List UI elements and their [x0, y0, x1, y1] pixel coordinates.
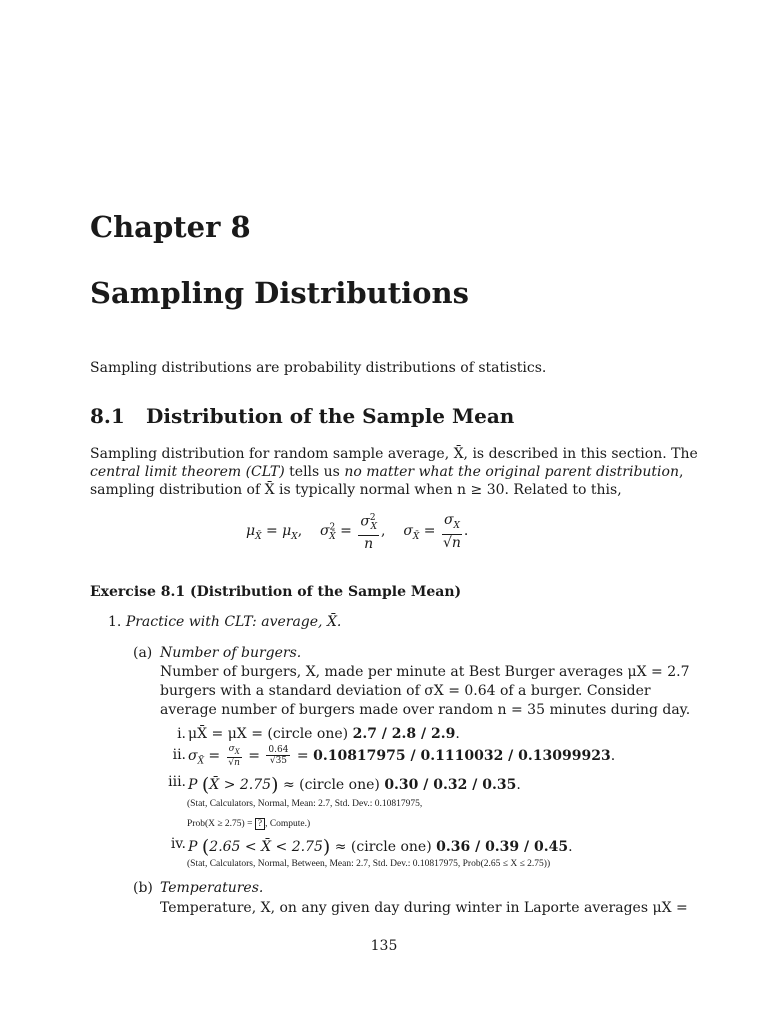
subitem-label: i.	[177, 726, 186, 742]
subitem-text: ≈ (circle one)	[334, 839, 432, 855]
document-page: Chapter 8 Sampling Distributions Sampling distributions are probability distributions of statistics. 8.1 Distribution of the Sample Mean Sampling distribution for random sample average, X̄, is described in this section. The central limit theorem (CLT) tells us no matter what the original parent distribution, sampling distribution of X̄ is typically normal when n ≥ 30. Related to this, $\mu_{X̄} = \mu_X$, $\sigma^2_{X̄}$ = $\frac{\sigma^2_X}{n}$ , $\sigma_{X̄}$ = $\frac{\sigma_X}{√n}$ . Exercise 8.1 (Distribution of the Sample Mean) 1. Practice with CLT: average, X̄. (a) Number of burgers. Number of burgers, X, made per minute at Best Burger averages μX = 2.7 burgers with a standard deviation of σX = 0.64 of a burger. Consider average number of burgers made over random n = 35 minutes during day. i. μX̄ = μX = (circle one) 2.7 / 2.8 / 2.9. ii. $\sigma_{X̄}$ = $\frac{\sigma_X}{√n}$ = $\frac{0.64}{√35}$ = 0.10817975 / 0.1110032 / 0.13099923. iii. P (X̄ > 2.75) ≈ (circle one) 0.30 / 0.32 / 0.35. (Stat, Calculators, Normal, Mean: 2.7, Std. Dev.: 0.10817975, Prob(X ≥ 2.75) = ? , Compute.) iv. P (2.65 < X̄ < 2.75) ≈ (circle one) 0.36 / 0.39 / 0.45. (Stat, Calculators, Normal, Between, Mean: 2.7, Std. Dev.: 0.10817975, Prob(2.65 ≤ X ≤ 2.75)) (b) Temperatures. Temperature, X, on any given day during winter in Laporte averages μX = 135	[0, 0, 768, 1024]
question-number: 1.	[108, 614, 122, 630]
page-number: 135	[370, 938, 398, 954]
subitem-label: ii.	[172, 747, 186, 763]
part-a-label: (a)	[133, 645, 153, 661]
part-a-title: Number of burgers.	[160, 645, 302, 661]
probability-expression: 2.65 < X̄ < 2.75	[209, 839, 323, 855]
chapter-title: Sampling Distributions	[90, 276, 469, 310]
part-b-label: (b)	[133, 880, 153, 896]
calculator-note: (Stat, Calculators, Normal, Between, Mean: 2.7, Std. Dev.: 0.10817975, Prob(2.65 ≤ X ≤ 2.75))	[187, 859, 551, 869]
paragraph-text: tells us	[284, 464, 345, 480]
chapter-label: Chapter 8	[90, 210, 251, 244]
subitem-text: ≈ (circle one)	[282, 777, 380, 793]
exercise-title: Exercise 8.1 (Distribution of the Sample Mean)	[90, 584, 462, 600]
part-b-text: Temperature, X, on any given day during winter in Laporte averages μX =	[160, 900, 688, 916]
part-a-text: burgers with a standard deviation of σX = 0.64 of a burger. Consider	[160, 683, 651, 699]
intro-paragraph: Sampling distributions are probability distributions of statistics.	[90, 360, 547, 376]
answer-choices: 2.7 / 2.8 / 2.9	[352, 726, 456, 742]
answer-choices: 0.36 / 0.39 / 0.45	[436, 839, 569, 855]
paragraph-text: ,	[678, 464, 684, 480]
emphasis-text: no matter what the original parent distribution	[344, 464, 679, 480]
question-1	[108, 614, 341, 630]
answer-choices: 0.10817975 / 0.1110032 / 0.13099923	[313, 747, 611, 764]
subitem-text: μX̄ = μX = (circle one)	[188, 726, 349, 742]
section-title: Distribution of the Sample Mean	[146, 404, 515, 428]
clt-term: central limit theorem (CLT)	[90, 464, 285, 480]
answer-box: ?	[255, 818, 265, 830]
paragraph-line: sampling distribution of X̄ is typically normal when n ≥ 30. Related to this,	[90, 482, 622, 498]
section-number: 8.1	[90, 404, 125, 428]
clt-equation: $\mu_{X̄} = \mu_X$, $\sigma^2_{X̄}$ = $\frac{\sigma^2_X}{n}$ , $\sigma_{X̄}$ = $\frac{\sigma_X}{√n}$ .	[246, 511, 469, 553]
part-a-text: Number of burgers, X, made per minute at Best Burger averages μX = 2.7	[160, 664, 690, 680]
note-text: , Compute.)	[265, 819, 311, 829]
paragraph-line	[90, 464, 683, 480]
calculator-note: (Stat, Calculators, Normal, Mean: 2.7, Std. Dev.: 0.10817975,	[187, 799, 423, 809]
note-text: Prob(X ≥ 2.75) =	[187, 819, 253, 829]
probability-expression: X̄ > 2.75	[209, 777, 272, 793]
part-b-title: Temperatures.	[160, 880, 264, 896]
question-text: Practice with CLT: average, X̄.	[125, 614, 342, 630]
part-a-text: average number of burgers made over random n = 35 minutes during day.	[160, 702, 691, 718]
subitem-label: iv.	[170, 836, 186, 852]
paragraph-line: Sampling distribution for random sample average, X̄, is described in this section. The	[90, 446, 698, 462]
calculator-note	[187, 818, 310, 830]
answer-choices: 0.30 / 0.32 / 0.35	[384, 777, 517, 793]
fraction-numerator: 0.64	[268, 745, 289, 756]
subitem-label: iii.	[168, 774, 186, 790]
section-heading	[90, 404, 514, 428]
fraction-denominator: √35	[269, 756, 288, 767]
